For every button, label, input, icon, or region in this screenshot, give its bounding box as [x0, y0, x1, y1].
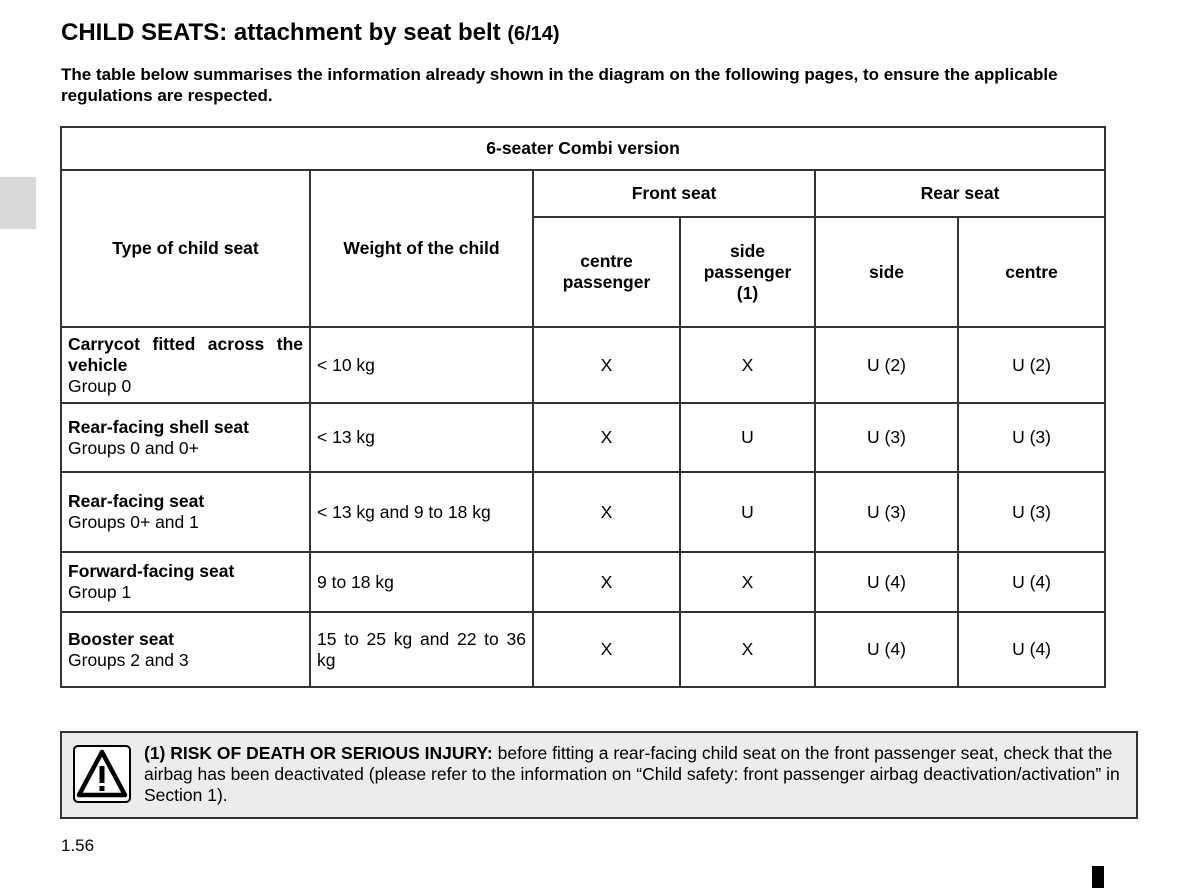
- rear-side-cell: U (2): [815, 327, 958, 403]
- weight-cell: [310, 612, 533, 687]
- warning-box: [60, 731, 1138, 819]
- page-number: 1.56: [61, 836, 95, 855]
- rear-side-cell: U (3): [815, 472, 958, 552]
- warning-triangle-icon: [73, 745, 131, 803]
- type-header: Type of child seat: [61, 170, 310, 327]
- front-side-cell: X: [680, 612, 815, 687]
- seat-type-cell: [61, 403, 310, 472]
- rear-centre-cell: U (4): [958, 552, 1105, 612]
- seat-group: Group 0: [68, 375, 132, 396]
- weight-cell: < 13 kg and 9 to 18 kg: [310, 472, 533, 552]
- front-centre-cell: X: [533, 403, 680, 472]
- weight-text: 15 to 25 kg and 22 to 36 kg: [317, 628, 526, 670]
- table-row: [61, 472, 1105, 552]
- seat-type-cell: [61, 472, 310, 552]
- seat-type-name: Carrycot fitted across the vehicle: [68, 333, 303, 375]
- table-row: [61, 327, 1105, 403]
- title-part: (6/14): [507, 23, 560, 45]
- weight-cell: 9 to 18 kg: [310, 552, 533, 612]
- rear-centre-cell: U (4): [958, 612, 1105, 687]
- title-text: CHILD SEATS: attachment by seat belt: [61, 19, 501, 46]
- seat-position-header-row: [61, 170, 1105, 217]
- table-row: [61, 552, 1105, 612]
- front-side-cell: X: [680, 552, 815, 612]
- front-side-passenger-header: [680, 217, 815, 327]
- front-side-cell: U: [680, 403, 815, 472]
- rear-side-cell: U (3): [815, 403, 958, 472]
- seat-group: Group 1: [68, 582, 132, 602]
- version-header: 6-seater Combi version: [61, 127, 1105, 170]
- rear-centre-header: centre: [958, 217, 1105, 327]
- front-centre-passenger-header: centre passenger: [533, 217, 680, 327]
- seat-type-cell: [61, 552, 310, 612]
- weight-header: Weight of the child: [310, 170, 533, 327]
- seat-group: Groups 2 and 3: [68, 649, 189, 670]
- warning-heading: (1) RISK OF DEATH OR SERIOUS INJURY:: [144, 743, 493, 763]
- warning-text: [144, 743, 1128, 806]
- seat-type-name: Forward-facing seat: [68, 561, 235, 581]
- page-corner-mark: [1092, 866, 1104, 888]
- side-passenger-footnote-ref: (1): [736, 282, 759, 303]
- seat-type-cell: [61, 612, 310, 687]
- table-row: [61, 403, 1105, 472]
- table-row: [61, 612, 1105, 687]
- page-title: [61, 19, 560, 47]
- seat-group: Groups 0+ and 1: [68, 512, 199, 532]
- weight-cell: < 10 kg: [310, 327, 533, 403]
- rear-side-cell: U (4): [815, 552, 958, 612]
- weight-cell: < 13 kg: [310, 403, 533, 472]
- side-passenger-label: side passenger: [703, 240, 792, 282]
- front-centre-cell: X: [533, 552, 680, 612]
- front-side-cell: X: [680, 327, 815, 403]
- rear-centre-cell: U (3): [958, 472, 1105, 552]
- section-tab-marker: [0, 177, 36, 229]
- seat-type-name: Rear-facing seat: [68, 491, 205, 511]
- rear-side-header: side: [815, 217, 958, 327]
- front-centre-cell: X: [533, 612, 680, 687]
- seat-type-name: Rear-facing shell seat: [68, 416, 249, 437]
- child-seat-table: [60, 126, 1106, 688]
- rear-centre-cell: U (2): [958, 327, 1105, 403]
- seat-type-name: Booster seat: [68, 628, 175, 649]
- version-header-row: [61, 127, 1105, 170]
- warning-body: before fitting a rear-facing child seat on the front passenger seat, check that the airbag has been deactivated (please refer to the information on “Child safety: front passenger airbag deactivation/activation” in Section 1).: [144, 743, 1120, 805]
- intro-paragraph: The table below summarises the information already shown in the diagram on the following pages, to ensure the applicable regulations are respected.: [61, 65, 1058, 105]
- front-side-cell: U: [680, 472, 815, 552]
- seat-type-cell: [61, 327, 310, 403]
- rear-side-cell: U (4): [815, 612, 958, 687]
- rear-centre-cell: U (3): [958, 403, 1105, 472]
- front-centre-cell: X: [533, 327, 680, 403]
- seat-group: Groups 0 and 0+: [68, 437, 199, 458]
- rear-seat-header: Rear seat: [815, 170, 1105, 217]
- front-centre-cell: X: [533, 472, 680, 552]
- front-seat-header: Front seat: [533, 170, 815, 217]
